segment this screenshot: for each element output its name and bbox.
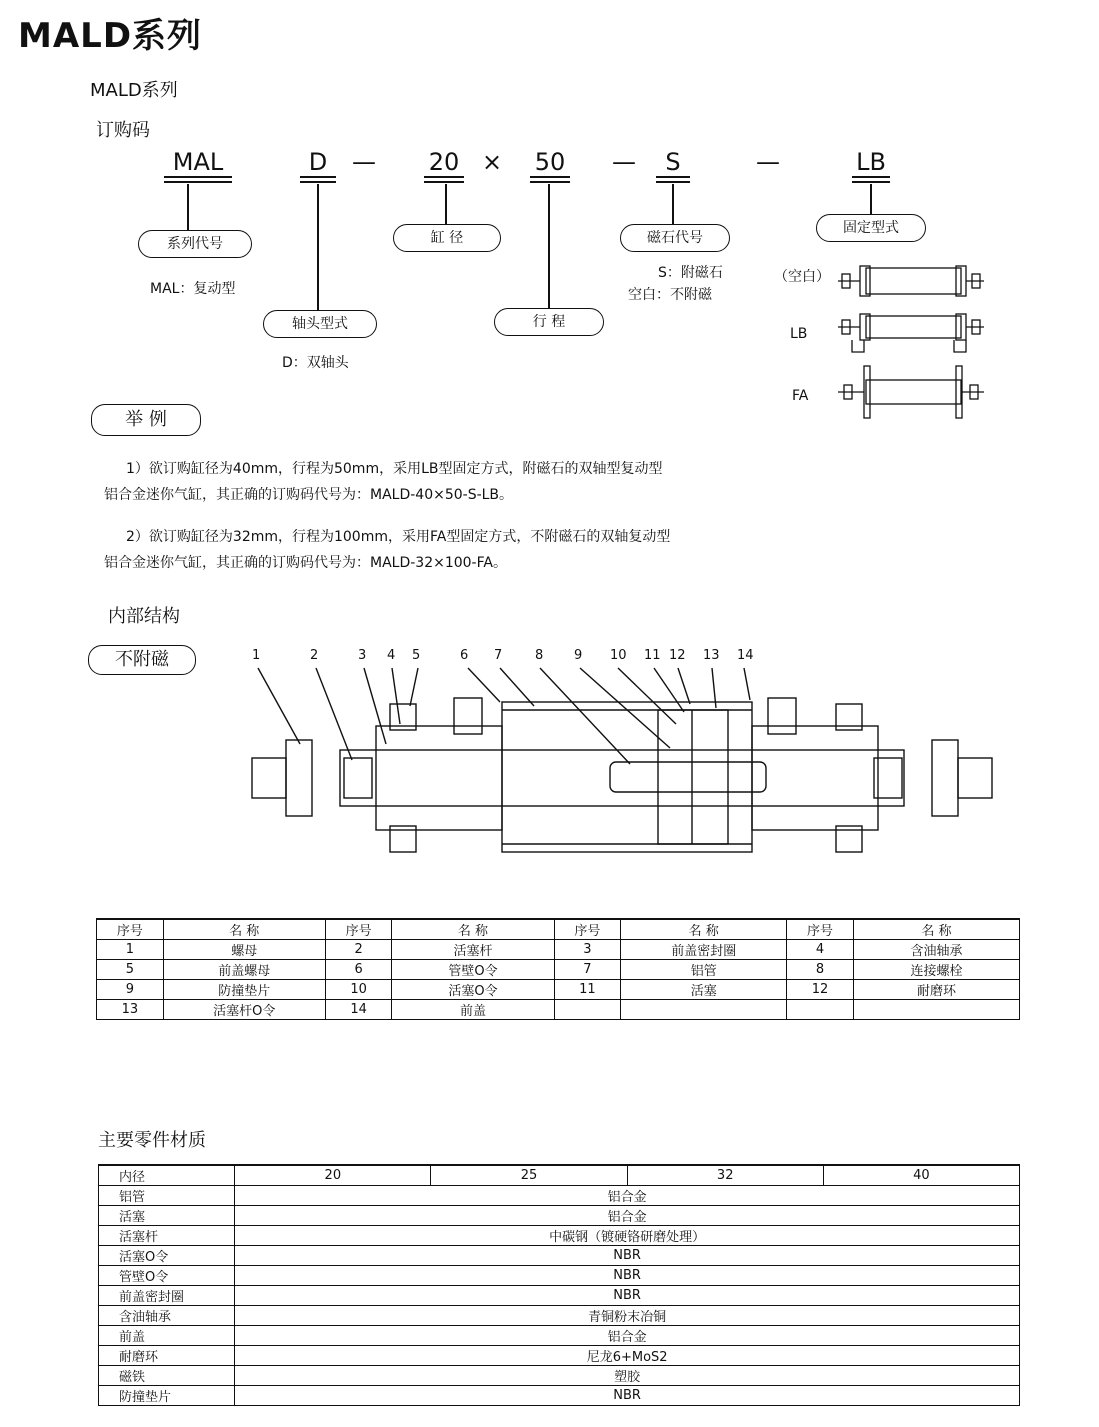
parts-cell: 活塞	[621, 980, 787, 1000]
table-row	[99, 1226, 1020, 1246]
note-series: MAL：复动型	[150, 281, 236, 297]
materials-value-cell: 青铜粉末冶铜	[235, 1306, 1020, 1326]
connector-stroke	[548, 184, 550, 308]
cylinder-cross-section-icon	[244, 664, 1004, 874]
part-number-14: 14	[737, 648, 754, 663]
example-2-line-2: 铝合金迷你气缸，其正确的订购码代号为：MALD-32×100-FA。	[104, 555, 507, 571]
code-dash-3: —	[756, 148, 780, 176]
mount-option-lb: LB	[790, 326, 808, 342]
parts-cell	[621, 1000, 787, 1020]
materials-part-cell: 防撞垫片	[99, 1386, 235, 1406]
part-number-12: 12	[669, 648, 686, 663]
parts-cell: 活塞杆O令	[163, 1000, 325, 1020]
table-row	[99, 1346, 1020, 1366]
materials-part-cell: 前盖密封圈	[99, 1286, 235, 1306]
parts-cell: 4	[787, 940, 854, 960]
parts-cell: 3	[554, 940, 621, 960]
part-number-5: 5	[412, 648, 421, 663]
materials-value-cell: 塑胶	[235, 1366, 1020, 1386]
code-magnet: S	[656, 148, 690, 183]
parts-header-cell: 名 称	[163, 919, 325, 940]
code-times: ×	[482, 148, 503, 176]
code-series: MAL	[164, 148, 232, 183]
materials-value-cell: 中碳钢（镀硬铬研磨处理）	[235, 1226, 1020, 1246]
parts-cell: 7	[554, 960, 621, 980]
parts-cell: 6	[325, 960, 392, 980]
parts-header-cell: 序号	[97, 919, 164, 940]
materials-value-cell: NBR	[235, 1286, 1020, 1306]
parts-cell: 螺母	[163, 940, 325, 960]
note-magnet-blank: 空白：不附磁	[628, 287, 712, 303]
parts-cell: 防撞垫片	[163, 980, 325, 1000]
label-mount: 固定型式	[816, 214, 926, 242]
table-row	[97, 960, 1020, 980]
no-magnet-label: 不附磁	[88, 645, 196, 675]
part-number-11: 11	[644, 648, 661, 663]
parts-cell: 活塞杆	[392, 940, 554, 960]
materials-header-cell: 内径	[99, 1165, 235, 1186]
code-rod: D	[300, 148, 336, 183]
example-heading: 举 例	[91, 404, 201, 436]
parts-cell: 13	[97, 1000, 164, 1020]
materials-value-cell: NBR	[235, 1246, 1020, 1266]
parts-header-cell: 名 称	[621, 919, 787, 940]
table-row	[97, 1000, 1020, 1020]
parts-header-cell: 序号	[787, 919, 854, 940]
parts-cell: 前盖密封圈	[621, 940, 787, 960]
label-series: 系列代号	[138, 230, 252, 258]
part-number-13: 13	[703, 648, 720, 663]
code-bore: 20	[424, 148, 464, 183]
structure-heading: 内部结构	[108, 606, 180, 627]
parts-header-cell: 序号	[554, 919, 621, 940]
part-number-8: 8	[535, 648, 544, 663]
materials-part-cell: 活塞杆	[99, 1226, 235, 1246]
parts-cell: 12	[787, 980, 854, 1000]
parts-cell	[853, 1000, 1019, 1020]
materials-value-cell: NBR	[235, 1386, 1020, 1406]
connector-magnet	[672, 184, 674, 224]
part-number-3: 3	[358, 648, 367, 663]
table-row	[99, 1286, 1020, 1306]
parts-cell: 2	[325, 940, 392, 960]
connector-bore	[445, 184, 447, 224]
materials-value-cell: 铝合金	[235, 1186, 1020, 1206]
table-row	[97, 980, 1020, 1000]
part-number-6: 6	[460, 648, 469, 663]
series-subtitle: MALD系列	[90, 80, 178, 101]
parts-cell: 5	[97, 960, 164, 980]
materials-value-cell: NBR	[235, 1266, 1020, 1286]
materials-value-cell: 铝合金	[235, 1326, 1020, 1346]
example-1-line-2: 铝合金迷你气缸，其正确的订购码代号为：MALD-40×50-S-LB。	[104, 487, 514, 503]
materials-header-cell: 20	[235, 1165, 431, 1186]
code-mount: LB	[852, 148, 890, 183]
page-title: MALD系列	[18, 16, 203, 56]
part-number-2: 2	[310, 648, 319, 663]
parts-cell: 8	[787, 960, 854, 980]
order-code-heading: 订购码	[96, 120, 150, 141]
code-dash-1: —	[352, 148, 376, 176]
table-row	[99, 1386, 1020, 1406]
materials-table	[98, 1164, 1020, 1406]
materials-part-cell: 磁铁	[99, 1366, 235, 1386]
part-number-4: 4	[387, 648, 396, 663]
materials-header-cell: 32	[627, 1165, 823, 1186]
table-row	[99, 1246, 1020, 1266]
table-row	[99, 1186, 1020, 1206]
part-number-10: 10	[610, 648, 627, 663]
parts-cell: 铝管	[621, 960, 787, 980]
table-row	[97, 940, 1020, 960]
materials-part-cell: 前盖	[99, 1326, 235, 1346]
table-row	[99, 1206, 1020, 1226]
label-stroke: 行 程	[494, 308, 604, 336]
parts-cell: 前盖	[392, 1000, 554, 1020]
parts-cell: 9	[97, 980, 164, 1000]
mount-drawings-icon	[836, 262, 986, 422]
table-row	[99, 1266, 1020, 1286]
materials-table-header	[99, 1165, 1020, 1186]
materials-header-cell: 40	[823, 1165, 1019, 1186]
parts-cell: 11	[554, 980, 621, 1000]
table-row	[99, 1306, 1020, 1326]
parts-table-header	[97, 919, 1020, 940]
materials-value-cell: 铝合金	[235, 1206, 1020, 1226]
connector-rod	[317, 184, 319, 310]
parts-header-cell: 名 称	[392, 919, 554, 940]
parts-cell	[787, 1000, 854, 1020]
materials-part-cell: 含油轴承	[99, 1306, 235, 1326]
table-row	[99, 1366, 1020, 1386]
parts-cell: 14	[325, 1000, 392, 1020]
parts-header-cell: 名 称	[853, 919, 1019, 940]
part-number-1: 1	[252, 648, 261, 663]
materials-header-cell: 25	[431, 1165, 627, 1186]
label-magnet: 磁石代号	[620, 224, 730, 252]
materials-part-cell: 活塞	[99, 1206, 235, 1226]
note-rod: D：双轴头	[282, 355, 349, 371]
materials-part-cell: 管壁O令	[99, 1266, 235, 1286]
example-2-line-1: 2）欲订购缸径为32mm，行程为100mm，采用FA型固定方式，不附磁石的双轴复动型	[126, 529, 671, 545]
parts-cell: 连接螺栓	[853, 960, 1019, 980]
label-bore: 缸 径	[393, 224, 501, 252]
materials-part-cell: 铝管	[99, 1186, 235, 1206]
parts-cell: 前盖螺母	[163, 960, 325, 980]
parts-table	[96, 918, 1020, 1020]
materials-part-cell: 活塞O令	[99, 1246, 235, 1266]
mount-option-blank: （空白）	[774, 269, 830, 285]
code-stroke: 50	[530, 148, 570, 183]
label-rod: 轴头型式	[263, 310, 377, 338]
parts-cell: 含油轴承	[853, 940, 1019, 960]
parts-cell	[554, 1000, 621, 1020]
materials-heading: 主要零件材质	[98, 1130, 206, 1151]
part-number-7: 7	[494, 648, 503, 663]
table-row	[99, 1326, 1020, 1346]
part-number-9: 9	[574, 648, 583, 663]
example-1-line-1: 1）欲订购缸径为40mm，行程为50mm，采用LB型固定方式，附磁石的双轴型复动型	[126, 461, 663, 477]
connector-mount	[870, 184, 872, 214]
parts-cell: 管壁O令	[392, 960, 554, 980]
parts-cell: 10	[325, 980, 392, 1000]
parts-header-cell: 序号	[325, 919, 392, 940]
mount-option-fa: FA	[792, 388, 809, 404]
materials-value-cell: 尼龙6+MoS2	[235, 1346, 1020, 1366]
parts-cell: 活塞O令	[392, 980, 554, 1000]
parts-cell: 耐磨环	[853, 980, 1019, 1000]
materials-part-cell: 耐磨环	[99, 1346, 235, 1366]
code-dash-2: —	[612, 148, 636, 176]
parts-cell: 1	[97, 940, 164, 960]
connector-series	[187, 184, 189, 230]
note-magnet-s: S：附磁石	[658, 265, 723, 281]
